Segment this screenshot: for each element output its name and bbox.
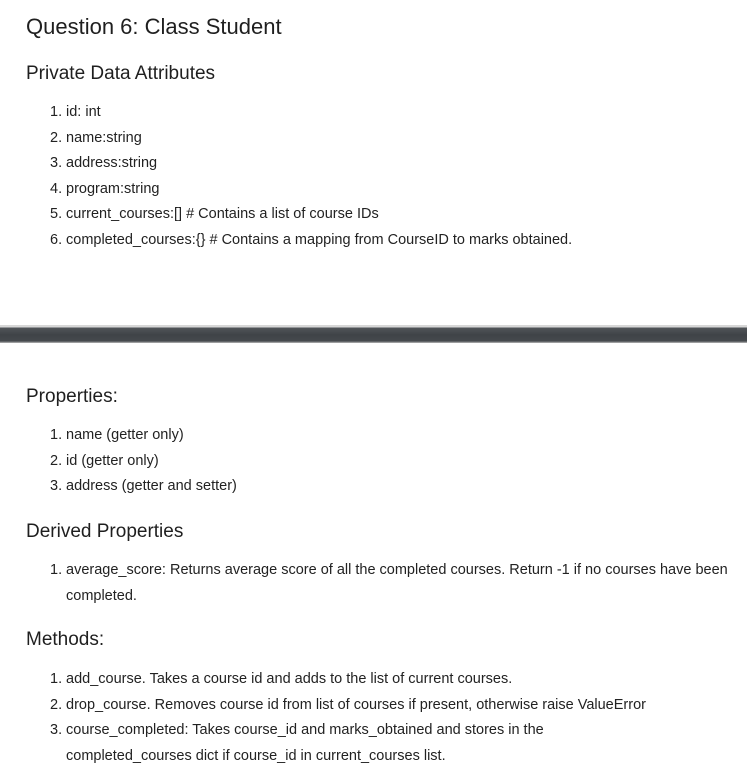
list-text: name (getter only) (66, 427, 184, 443)
list-text: completed_courses:{} # Contains a mapping from CourseID to marks obtained. (66, 231, 573, 248)
list-item (50, 202, 730, 228)
private-attributes-list (50, 100, 730, 253)
list-text: average_score: Returns average score of all the completed courses. Return -1 if no courses have been completed. (66, 562, 728, 604)
list-text: address (getter and setter) (66, 478, 237, 494)
list-text: add_course. Takes a course id and adds to the list of current courses. (66, 671, 513, 687)
list-number: 5. (50, 206, 63, 222)
list-item (50, 693, 730, 719)
list-number: 2. (50, 452, 63, 469)
list-item (50, 449, 730, 475)
methods-list (50, 667, 730, 769)
section-heading-methods: Methods: (26, 629, 105, 650)
list-number: 3. (50, 155, 63, 171)
properties-list (50, 423, 730, 500)
section-heading-private: Private Data Attributes (26, 63, 216, 84)
list-number: 6. (50, 231, 63, 248)
list-text: drop_course. Removes course id from list of courses if present, otherwise raise ValueError (66, 696, 646, 713)
list-item (50, 126, 730, 152)
list-number: 1. (50, 427, 63, 443)
list-text: address:string (66, 155, 158, 171)
list-text: course_completed: Takes course_id and marks_obtained and stores in the completed_courses dict if course_id in current_courses list. (66, 722, 544, 764)
list-text: name:string (66, 129, 142, 146)
section-heading-properties: Properties: (26, 386, 118, 407)
list-number: 3. (50, 478, 63, 494)
list-text: program:string (66, 180, 160, 197)
page-title: Question 6: Class Student (26, 14, 282, 39)
list-number: 2. (50, 129, 63, 146)
list-item (50, 474, 730, 500)
section-heading-derived: Derived Properties (26, 521, 184, 542)
derived-properties-list (50, 558, 730, 609)
list-item (50, 423, 730, 449)
list-item (50, 718, 610, 769)
list-text: id: int (66, 104, 101, 120)
list-number: 2. (50, 696, 63, 713)
list-item (50, 151, 730, 177)
list-number: 3. (50, 722, 63, 738)
list-item (50, 558, 730, 609)
list-text: id (getter only) (66, 452, 159, 469)
list-number: 1. (50, 562, 63, 578)
page-break-divider (0, 325, 747, 343)
list-number: 1. (50, 104, 63, 120)
list-item (50, 100, 730, 126)
list-item (50, 177, 730, 203)
list-text: current_courses:[] # Contains a list of course IDs (66, 206, 379, 222)
list-number: 4. (50, 180, 63, 197)
list-item (50, 228, 730, 254)
list-item (50, 667, 730, 693)
list-number: 1. (50, 671, 63, 687)
